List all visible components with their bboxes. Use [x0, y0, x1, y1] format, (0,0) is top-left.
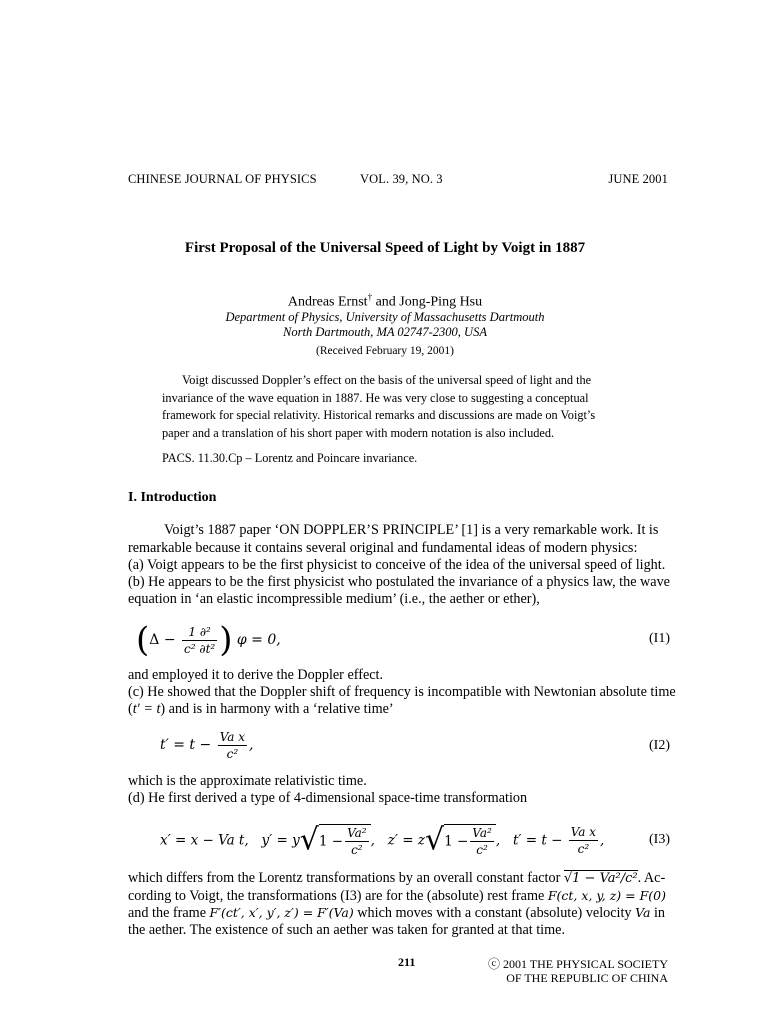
affiliation-line-2: North Dartmouth, MA 02747-2300, USA [283, 325, 487, 339]
paper-title: First Proposal of the Universal Speed of Light by Voigt in 1887 [184, 240, 586, 256]
section-heading: I. Introduction [128, 490, 217, 505]
body-line: equation in ‘an elastic incompressible medium’ (i.e., the aether or ether), [128, 591, 540, 607]
equation-number-i2: (I2) [649, 738, 670, 753]
author-1: Andreas Ernst [287, 294, 368, 310]
body-line: and the frame F′(ct′, x′, y′, z′) = F′(Va) which moves with a constant (absolute) velocity Va in [128, 905, 666, 921]
copyright-line-1: ⓒ 2001 THE PHYSICAL SOCIETY [487, 957, 668, 971]
journal-name: CHINESE JOURNAL OF PHYSICS [128, 172, 317, 186]
abstract-line: Voigt discussed Doppler’s effect on the basis of the universal speed of light and the [182, 373, 592, 387]
body-line: (b) He appears to be the first physicist who postulated the invariance of a physics law, the wave [128, 574, 670, 590]
body-line: (a) Voigt appears to be the first physicist to conceive of the idea of the universal speed of light. [128, 557, 666, 573]
abstract [162, 372, 636, 442]
body-line: which is the approximate relativistic time. [128, 773, 367, 789]
body-line: cording to Voigt, the transformations (I3) are for the (absolute) rest frame F(ct, x, y, z) = F(0) [128, 888, 666, 904]
page-number: 211 [398, 955, 416, 969]
equation-i2: t′ = t − $\frac{\text{Va x}}{\text{c²}}$ , [160, 729, 254, 761]
equation-i1: (Δ − $\frac{\text{1 ∂²}}{\text{c² ∂t²}}$ ) φ = 0, [136, 620, 281, 660]
body-line: and employed it to derive the Doppler effect. [128, 667, 384, 683]
author-line [0, 292, 770, 311]
affiliation-line-1: Department of Physics, University of Massachusetts Dartmouth [225, 310, 545, 324]
body-line: (c) He showed that the Doppler shift of frequency is incompatible with Newtonian absolute time [128, 684, 676, 700]
body-line: (d) He first derived a type of 4-dimensional space-time transformation [128, 790, 528, 806]
dagger-mark: † [367, 292, 373, 302]
body-line: (t′ = t) and is in harmony with a ‘relative time’ [128, 701, 394, 717]
equation-number-i1: (I1) [649, 631, 670, 646]
body-line: Voigt’s 1887 paper ‘ON DOPPLER’S PRINCIPLE’ [1] is a very remarkable work. It is [164, 522, 659, 538]
equation-i3: x′ = x − Va t, y′ = y√1 − $\frac{\text{Va²}}{\text{c²}}$ , z′ = z√1 − $\frac{\text{Va²}}{\text{c²}}$ , t′ = t − $\frac{\text{Va x}}{\text{c²}}$ , [160, 822, 605, 858]
body-line: which differs from the Lorentz transformations by an overall constant factor √1 − Va²/c². Ac- [128, 870, 666, 886]
received-date: (Received February 19, 2001) [316, 345, 454, 357]
abstract-line: framework for special relativity. Historical remarks and discussions are made on Voigt’s [162, 408, 596, 422]
author-2: and Jong-Ping Hsu [372, 294, 483, 310]
equation-number-i3: (I3) [649, 832, 670, 847]
abstract-line: paper and a translation of his short paper with modern notation is also included. [162, 425, 555, 440]
body-line: the aether. The existence of such an aether was taken for granted at that time. [128, 922, 565, 938]
body-line: remarkable because it contains several original and fundamental ideas of modern physics: [128, 540, 638, 556]
copyright-line-2: OF THE REPUBLIC OF CHINA [506, 971, 668, 985]
journal-date: JUNE 2001 [608, 172, 668, 186]
journal-volume: VOL. 39, NO. 3 [360, 172, 443, 186]
pacs-code: PACS. 11.30.Cp – Lorentz and Poincare invariance. [162, 451, 418, 465]
abstract-line: invariance of the wave equation in 1887. He was very close to suggesting a conceptual [162, 390, 589, 405]
